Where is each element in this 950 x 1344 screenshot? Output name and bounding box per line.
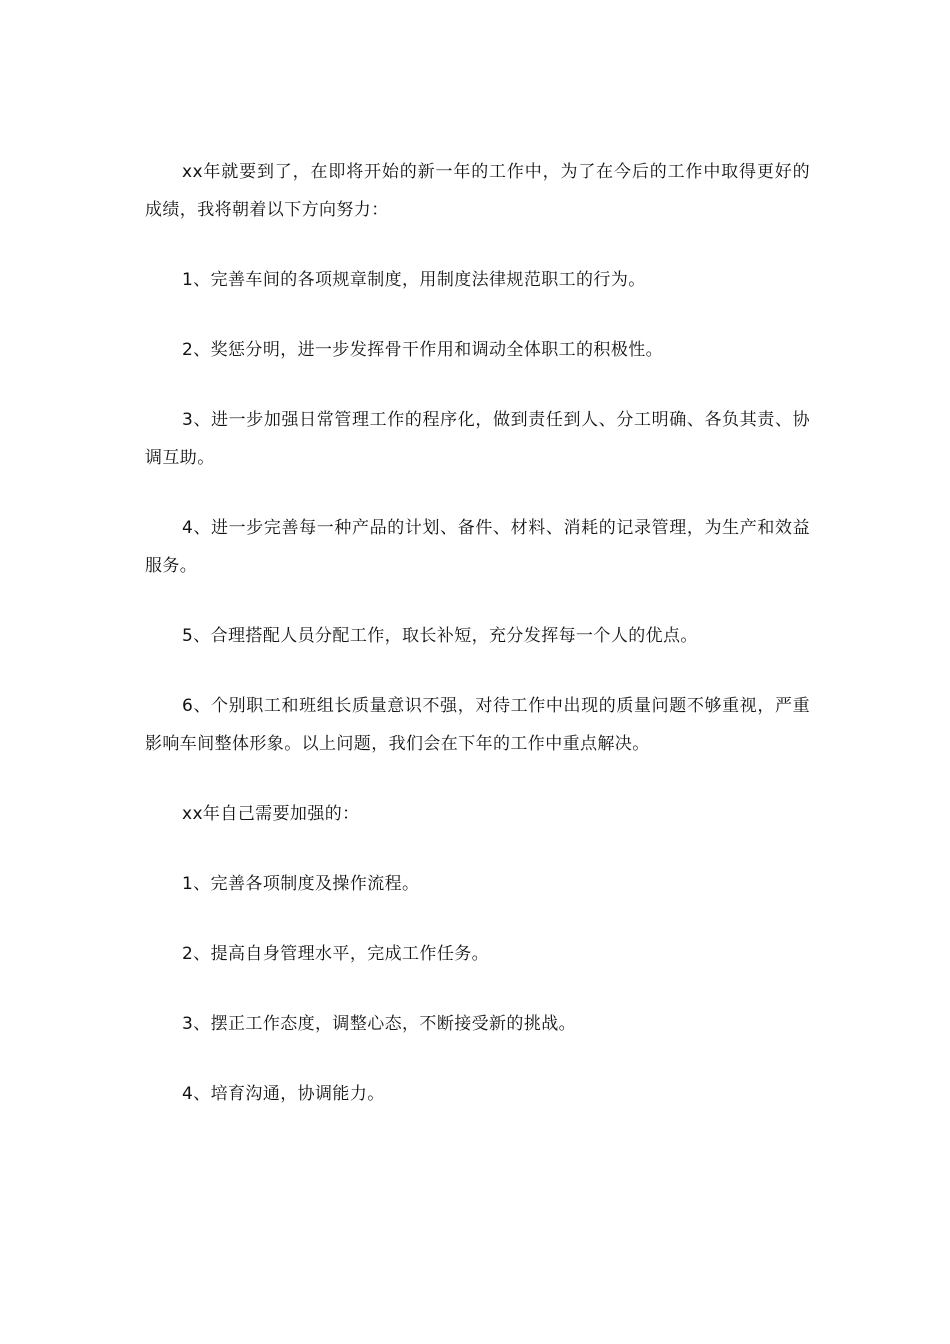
- plan-item-4: 4、进一步完善每一种产品的计划、备件、材料、消耗的记录管理，为生产和效益服务。: [145, 518, 810, 576]
- plan-item-3: 3、进一步加强日常管理工作的程序化，做到责任到人、分工明确、各负其责、协调互助。: [145, 410, 810, 468]
- plan-item-2: 2、奖惩分明，进一步发挥骨干作用和调动全体职工的积极性。: [182, 340, 664, 360]
- self-improvement-heading: xx年自己需要加强的：: [182, 804, 360, 824]
- intro-paragraph: xx年就要到了，在即将开始的新一年的工作中，为了在今后的工作中取得更好的成绩，我将朝着以下方向努力：: [145, 162, 810, 220]
- document-body: [145, 153, 810, 1145]
- self-item-2: 2、提高自身管理水平，完成工作任务。: [182, 944, 490, 964]
- self-item-3: 3、摆正工作态度，调整心态，不断接受新的挑战。: [182, 1014, 577, 1034]
- self-item-1: 1、完善各项制度及操作流程。: [182, 874, 420, 894]
- plan-item-6: 6、个别职工和班组长质量意识不强，对待工作中出现的质量问题不够重视，严重影响车间整体形象。以上问题，我们会在下年的工作中重点解决。: [145, 696, 810, 754]
- plan-item-1: 1、完善车间的各项规章制度，用制度法律规范职工的行为。: [182, 270, 646, 290]
- self-item-4: 4、培育沟通，协调能力。: [182, 1084, 385, 1104]
- plan-item-5: 5、合理搭配人员分配工作，取长补短，充分发挥每一个人的优点。: [182, 626, 698, 646]
